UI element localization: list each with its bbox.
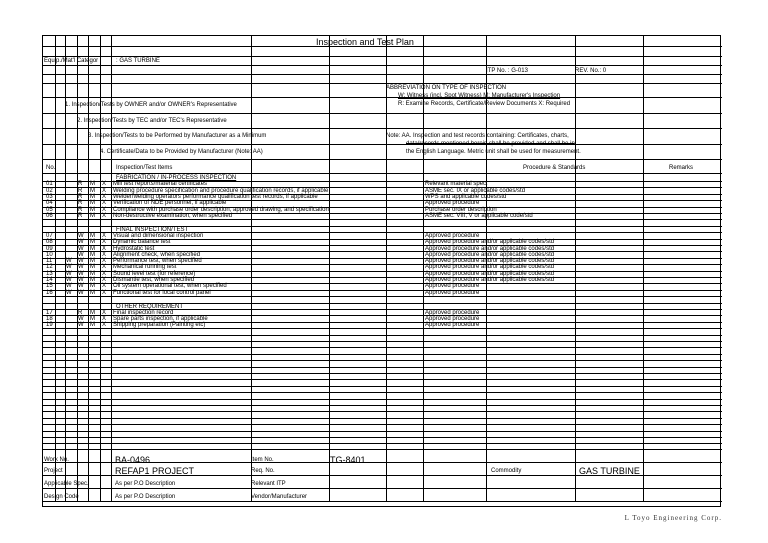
grid-line	[251, 36, 252, 501]
abbreviation-line-1: W: Witness (incl. Spot Witness) M: Manufacturer's Inspection	[398, 93, 561, 99]
check-level-4: X	[102, 289, 107, 296]
row-number: 04	[46, 200, 53, 207]
check-level-3: M	[90, 251, 95, 258]
check-level-1: W	[66, 258, 72, 265]
check-level-2: R	[78, 200, 83, 207]
equip-value: : GAS TURBINE	[116, 58, 160, 64]
row-number: 13	[46, 270, 53, 277]
procedure-standard: Purchase order description	[425, 206, 497, 213]
procedure-standard: Approved procedure and/or applicable codes/std	[425, 239, 555, 246]
procedure-standard: Approved procedure	[425, 322, 480, 329]
check-level-4: X	[102, 239, 107, 246]
check-level-1: W	[66, 264, 72, 271]
check-level-2: W	[78, 239, 84, 246]
check-level-1: W	[66, 277, 72, 284]
level-3: 3. Inspection/Tests to be Performed by Manufacturer as a Minimum	[88, 133, 267, 139]
check-level-3: M	[90, 232, 95, 239]
test-item: Spare parts inspection, if applicable	[113, 316, 208, 323]
test-item: Mechanical running test	[113, 264, 177, 271]
check-level-2: W	[78, 277, 84, 284]
row-number: 09	[46, 245, 53, 252]
row-number: 07	[46, 232, 53, 239]
procedure-standard: Approved procedure and/or applicable codes/std	[425, 270, 555, 277]
grid-line	[329, 36, 330, 501]
check-level-3: M	[90, 200, 95, 207]
grid-line	[43, 373, 722, 374]
procedure-standard: Approved procedure and/or applicable codes/std	[425, 277, 555, 284]
project-label: Project	[44, 468, 63, 474]
check-level-3: M	[90, 322, 95, 329]
level-1: 1. Inspection/Tests by OWNER and/or OWNER's Representative	[65, 102, 237, 108]
check-level-4: X	[102, 277, 107, 284]
grid-line	[43, 341, 722, 342]
check-level-3: M	[90, 206, 95, 213]
procedure-standard: Approved procedure	[425, 232, 480, 239]
check-level-4: X	[102, 212, 107, 219]
check-level-2: R	[78, 193, 83, 200]
check-level-4: X	[102, 251, 107, 258]
row-number: 10	[46, 251, 53, 258]
commodity-label: Commodity	[491, 468, 522, 474]
row-number: 05	[46, 206, 53, 213]
row-number: 15	[46, 283, 53, 290]
grid-line	[43, 449, 722, 450]
grid-line	[55, 36, 56, 501]
check-level-2: R	[78, 187, 83, 194]
grid-line	[43, 392, 722, 393]
grid-line	[43, 424, 722, 425]
test-item: Hydrostatic test	[113, 245, 155, 252]
req-no-label: Req. No.	[251, 468, 275, 474]
check-level-2: W	[78, 264, 84, 271]
grid-line	[43, 128, 722, 129]
grid-line	[43, 501, 722, 502]
check-level-2: R	[78, 206, 83, 213]
row-number: 11	[46, 258, 53, 265]
check-level-3: M	[90, 212, 95, 219]
row-number: 06	[46, 212, 53, 219]
test-item: Verification of NDE personnel, if applicable	[113, 200, 227, 207]
section-title: FINAL INSPECTION/TEST	[116, 226, 189, 233]
procedure-standard: Approved procedure	[425, 309, 480, 316]
test-item: Alignment check, when specified	[113, 251, 201, 258]
check-level-4: X	[102, 309, 107, 316]
check-level-3: M	[90, 181, 95, 188]
check-level-2: W	[78, 289, 84, 296]
section-title: OTHER REQUIREMENT	[116, 303, 184, 310]
grid-line	[43, 437, 722, 438]
test-item: Visual and dimensional inspection	[113, 232, 204, 239]
test-item: Performance test, when specified	[113, 258, 202, 265]
check-level-3: M	[90, 309, 95, 316]
grid-line	[43, 144, 722, 145]
test-item: Final inspection record	[113, 309, 174, 316]
row-number: 16	[46, 289, 53, 296]
applicable-spec-value: As per P.O Description	[115, 481, 176, 487]
grid-line	[43, 386, 722, 387]
abbreviation-line-2: R: Examine Records, Certificate/Review Documents X: Required	[398, 101, 571, 107]
grid-line	[43, 97, 722, 98]
check-level-2: R	[78, 181, 83, 188]
grid-line	[43, 335, 722, 336]
check-level-2: W	[78, 251, 84, 258]
check-level-1: W	[66, 283, 72, 290]
company-footer: L Toyo Engineering Corp.	[624, 514, 722, 522]
vendor-label: Vendor/Manufacturer	[251, 494, 308, 500]
equip-label: Equip./Mat'l Categor	[44, 58, 99, 64]
check-level-2: R	[78, 212, 83, 219]
check-level-4: X	[102, 181, 107, 188]
test-item: Mill test reports/material certificates	[113, 181, 208, 188]
check-level-1: W	[66, 270, 72, 277]
level-2: 2. Inspection/Tests by TEC and/or TEC's Representative	[77, 118, 227, 124]
note-line-2: data/records mentioned herein shall be provided and shall be in	[406, 141, 575, 147]
grid-line	[43, 354, 722, 355]
applicable-spec-label: Applicable Spec.	[44, 481, 89, 487]
test-item: Welding procedure specification and procedure qualification records, if applicable	[113, 187, 329, 194]
check-level-3: M	[90, 316, 95, 323]
revision-number: REV. No.: 0	[575, 68, 607, 74]
procedure-standard: ASME sec. VIII, V or applicable code/std	[425, 212, 533, 219]
note-line-1: Note: AA. Inspection and test records containing: Certificates, charts,	[386, 133, 569, 139]
row-number: 02	[46, 187, 53, 194]
grid-line	[43, 379, 722, 380]
procedure-standard: Approved procedure	[425, 200, 480, 207]
level-4: 4. Certificate/Data to be Provided by Manufacturer (Note: AA)	[100, 149, 263, 155]
check-level-4: X	[102, 245, 107, 252]
procedure-standard: ASME sec. IX or applicable codes/std	[425, 187, 526, 194]
section-title: FABRICATION / IN-PROCESS INSPECTION	[116, 175, 237, 181]
itp-number: ITP No. : G-013	[486, 68, 528, 74]
procedure-standard: Approved procedure and/or applicable codes/std	[425, 251, 555, 258]
check-level-2: W	[78, 270, 84, 277]
design-code-value: As per P.O Description	[115, 494, 176, 500]
item-no-value: TG-8401	[330, 455, 366, 465]
row-number: 17	[46, 309, 53, 316]
grid-line	[43, 159, 722, 160]
check-level-3: M	[90, 193, 95, 200]
check-level-4: X	[102, 206, 107, 213]
grid-line	[43, 488, 722, 489]
check-level-2: W	[78, 245, 84, 252]
check-level-2: R	[78, 309, 83, 316]
header-items: Inspection/Test Items	[116, 165, 173, 171]
grid-line	[43, 113, 722, 114]
header-remarks: Remarks	[669, 165, 694, 171]
test-item: Welder/welding operators performance qualification test records, if applicable	[113, 193, 318, 200]
grid-line	[43, 418, 722, 419]
row-number: 01	[46, 181, 53, 188]
row-number: 12	[46, 264, 53, 271]
check-level-3: M	[90, 270, 95, 277]
header-no: No.	[46, 165, 56, 171]
grid-line	[43, 431, 722, 432]
header-procedure: Procedure & Standards	[523, 165, 586, 171]
check-level-3: M	[90, 187, 95, 194]
check-level-3: M	[90, 258, 95, 265]
grid-line	[43, 367, 722, 368]
test-item: Sound level test (for reference)	[113, 270, 196, 277]
check-level-3: M	[90, 239, 95, 246]
check-level-3: M	[90, 264, 95, 271]
check-level-4: X	[102, 200, 107, 207]
check-level-3: M	[90, 283, 95, 290]
abbreviation-heading: ABBREVIATION ON TYPE OF INSPECTION	[386, 85, 507, 91]
grid-line	[43, 360, 722, 361]
check-level-4: X	[102, 316, 107, 323]
test-item: Dynamic balance test	[113, 239, 171, 246]
relevant-itp-label: Relevant ITP	[251, 481, 286, 487]
procedure-standard: Approved procedure and/or applicable codes/std	[425, 245, 555, 252]
check-level-3: M	[90, 245, 95, 252]
check-level-3: M	[90, 289, 95, 296]
grid-line	[575, 36, 576, 501]
test-item: Shipping preparation (Painting etc)	[113, 322, 206, 329]
check-level-4: X	[102, 270, 107, 277]
check-level-3: M	[90, 277, 95, 284]
grid-line	[43, 56, 722, 57]
check-level-4: X	[102, 322, 107, 329]
test-item: Functional test for local control panel	[113, 289, 211, 296]
check-level-2: W	[78, 322, 84, 329]
check-level-2: W	[78, 283, 84, 290]
check-level-2: W	[78, 258, 84, 265]
row-number: 18	[46, 316, 53, 323]
grid-line	[386, 36, 387, 501]
row-number: 03	[46, 193, 53, 200]
page-title: Inspection and Test Plan	[316, 37, 414, 47]
grid-line	[43, 83, 722, 84]
procedure-standard: Approved procedure and/or applicable codes/std	[425, 258, 555, 265]
procedure-standard: Approved procedure	[425, 289, 480, 296]
test-item: Dismantle test, when specified	[113, 277, 195, 284]
grid-line	[43, 173, 722, 174]
item-no-label: Item No.	[251, 457, 274, 463]
grid-line	[43, 405, 722, 406]
check-level-1: W	[66, 289, 72, 296]
test-item: Non-destructive examination, when specified	[113, 212, 233, 219]
grid-line	[643, 36, 644, 501]
procedure-standard: WPS and applicable codes/std	[425, 193, 507, 200]
procedure-standard: Relevant material spec.	[425, 181, 488, 188]
check-level-4: X	[102, 258, 107, 265]
procedure-standard: Approved procedure	[425, 283, 480, 290]
itp-sheet	[42, 35, 721, 507]
check-level-2: W	[78, 316, 84, 323]
design-code-label: Design Code	[44, 494, 79, 500]
row-number: 19	[46, 322, 53, 329]
grid-line	[43, 411, 722, 412]
grid-line	[43, 65, 722, 66]
check-level-4: X	[102, 193, 107, 200]
work-no-value: BA-0496	[115, 455, 151, 465]
grid-line	[43, 347, 722, 348]
check-level-4: X	[102, 283, 107, 290]
check-level-2: W	[78, 232, 84, 239]
note-line-3: the English Language. Metric unit shall be used for measurement.	[406, 149, 581, 155]
grid-line	[43, 399, 722, 400]
row-number: 14	[46, 277, 53, 284]
grid-line	[43, 443, 722, 444]
work-no-label: Work No.	[44, 457, 69, 463]
test-item: Compliance with purchase order description, approved drawing, and specification	[113, 206, 329, 213]
procedure-standard: Approved procedure	[425, 316, 480, 323]
check-level-4: X	[102, 232, 107, 239]
row-number: 08	[46, 239, 53, 246]
test-item: Oil system operational test, when specified	[113, 283, 227, 290]
project-value: REFAP1 PROJECT	[115, 466, 195, 476]
check-level-4: X	[102, 264, 107, 271]
grid-line	[43, 74, 722, 75]
commodity-value: GAS TURBINE	[579, 466, 640, 476]
check-level-4: X	[102, 187, 107, 194]
procedure-standard: Approved procedure and/or applicable codes/std	[425, 264, 555, 271]
